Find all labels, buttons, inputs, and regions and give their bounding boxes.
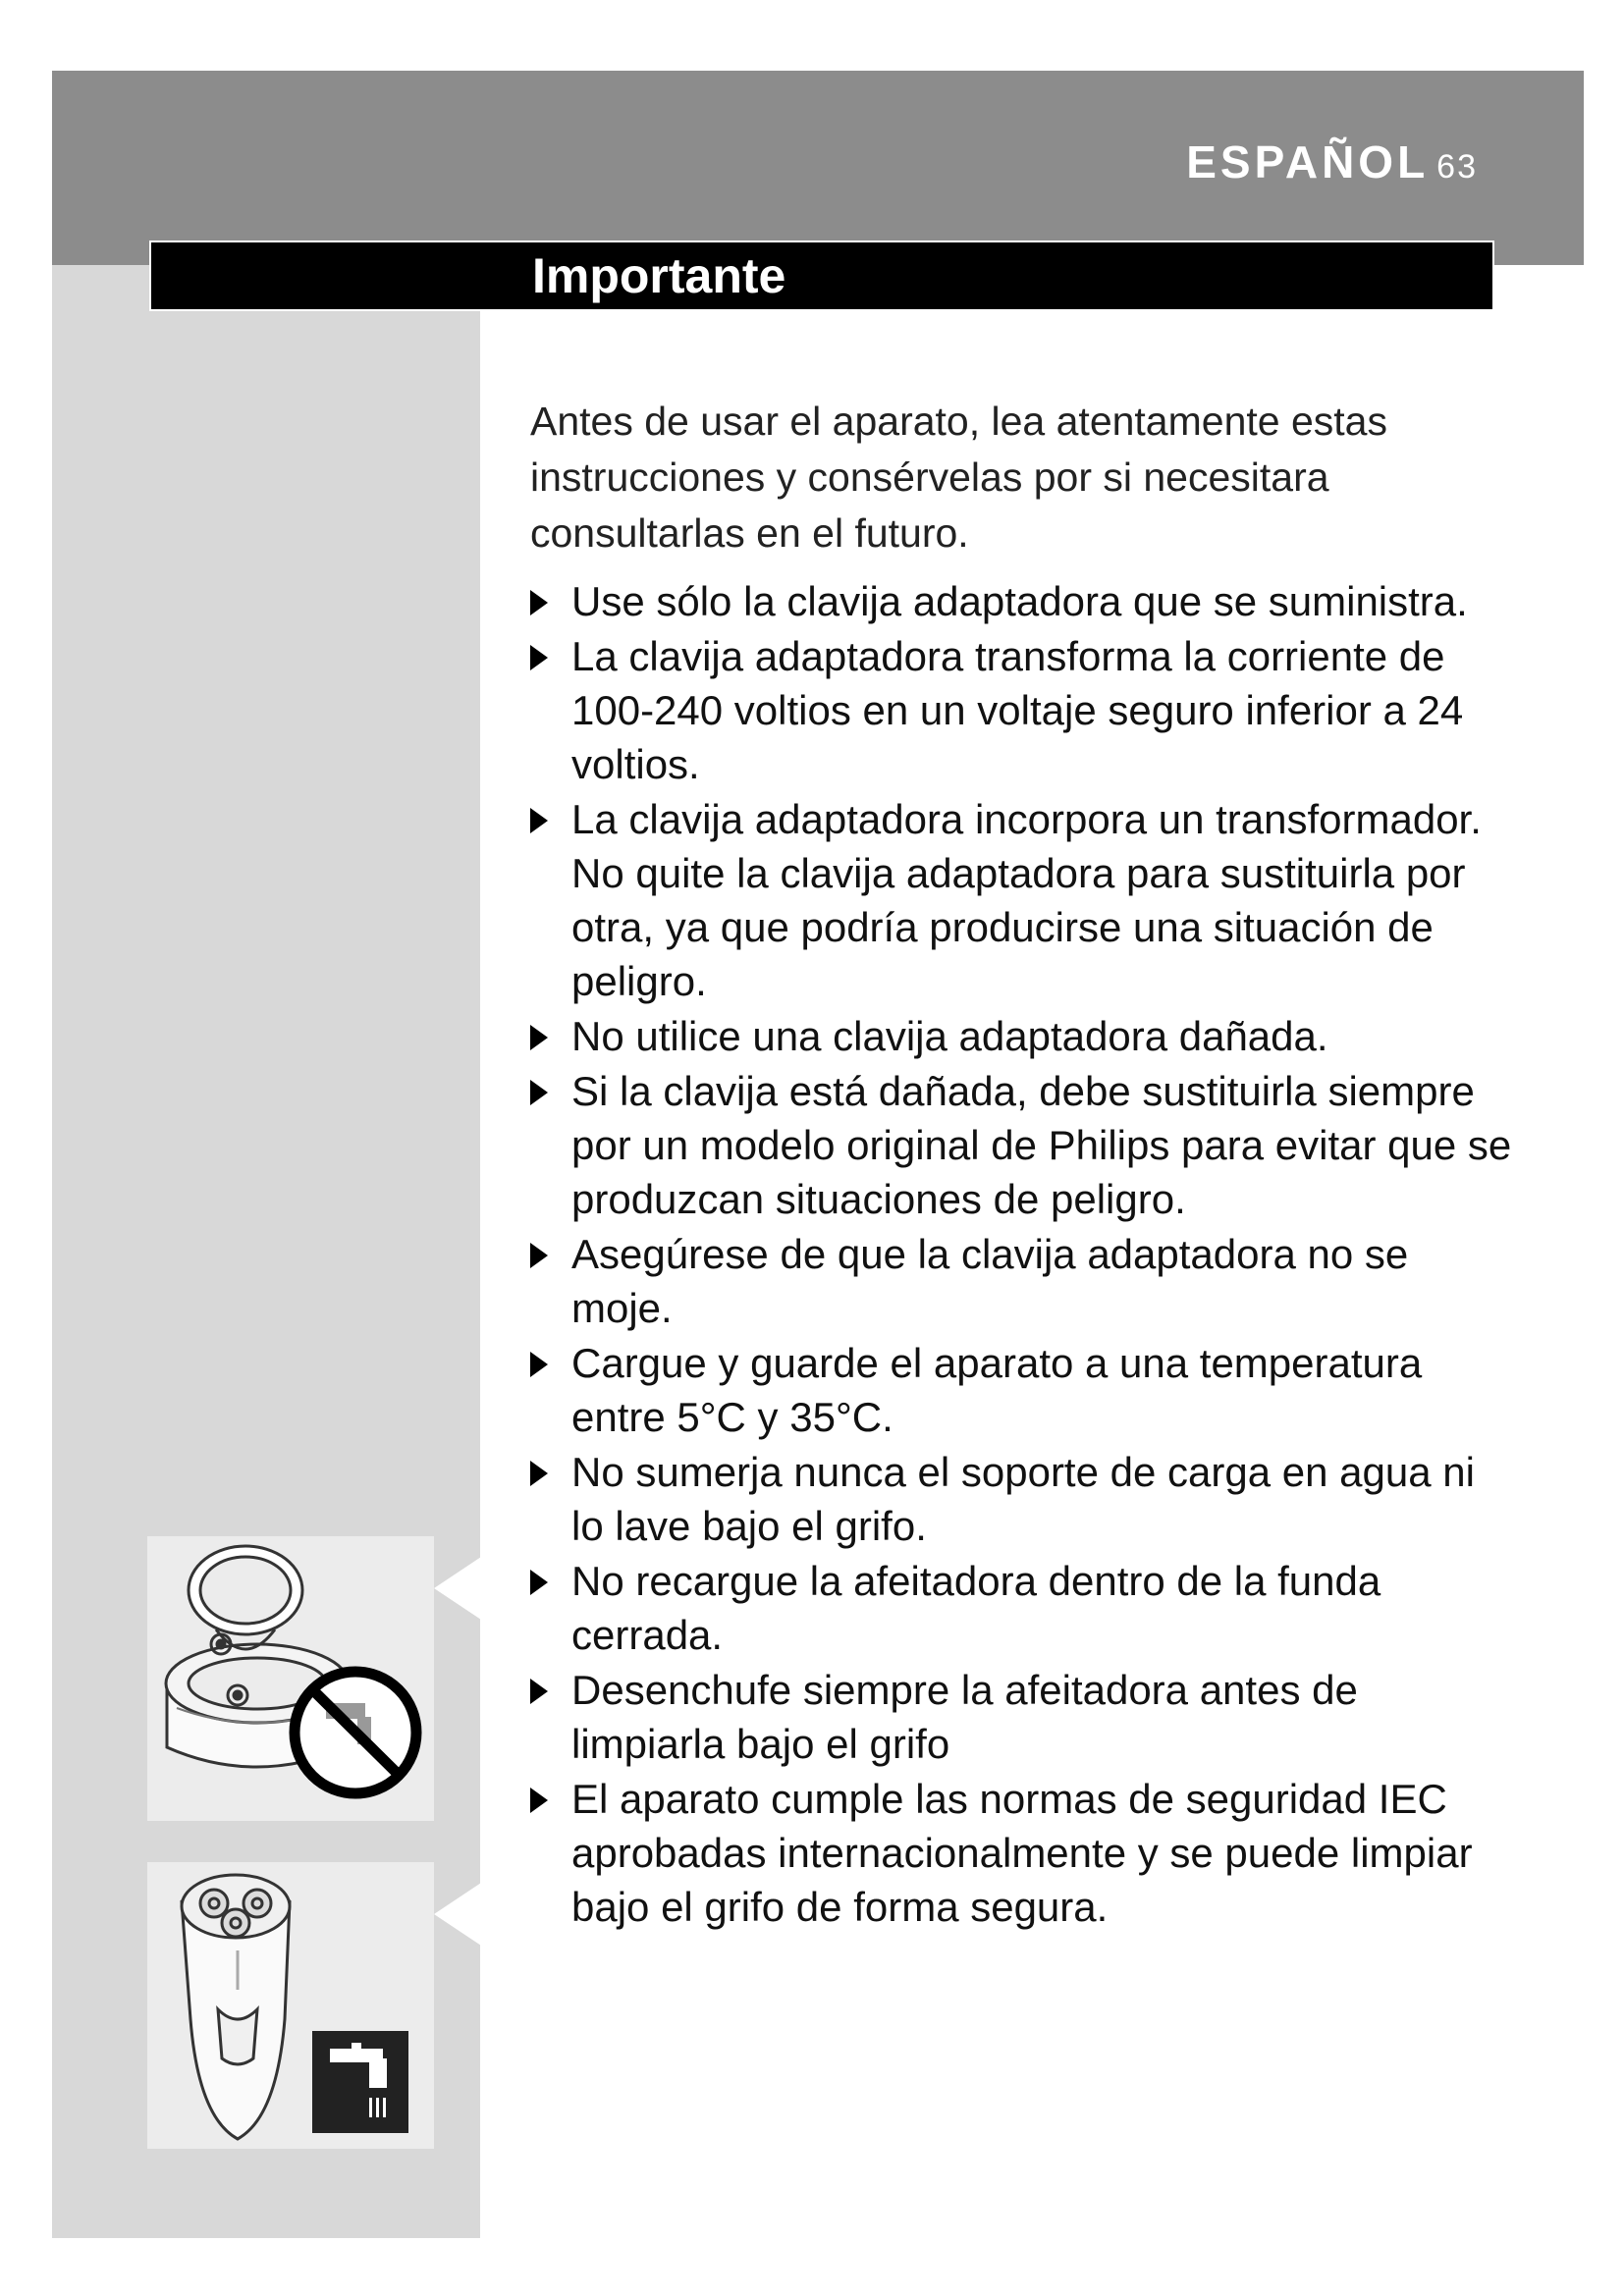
illustration-pointer: [434, 1557, 481, 1620]
bullet-icon: [530, 1080, 548, 1105]
list-item: [530, 1336, 1512, 1444]
shaver-illustration: [147, 1862, 434, 2149]
list-item: [530, 629, 1512, 791]
charging-stand-no-water-icon: [147, 1536, 434, 1821]
safety-list: [530, 574, 1512, 1935]
section-title: Importante: [532, 248, 786, 303]
bullet-icon: [530, 645, 548, 670]
bullet-icon: [530, 808, 548, 833]
list-item: [530, 1227, 1512, 1335]
list-item: [530, 1772, 1512, 1934]
language-header: [1186, 135, 1478, 188]
bullet-icon: [530, 590, 548, 615]
bullet-icon: [530, 1570, 548, 1595]
shaver-washable-icon: [147, 1862, 434, 2149]
bullet-icon: [530, 1243, 548, 1268]
bullet-icon: [530, 1352, 548, 1377]
list-item: [530, 1064, 1512, 1226]
section-title-bar: [149, 240, 1494, 311]
bullet-icon: [530, 1679, 548, 1704]
list-item: [530, 574, 1512, 628]
list-item: [530, 792, 1512, 1008]
page-number: 63: [1436, 148, 1478, 186]
charging-stand-illustration: [147, 1536, 434, 1821]
bullet-icon: [530, 1788, 548, 1813]
list-item-text: Use sólo la clavija adaptadora que se suministra.: [571, 578, 1468, 624]
illustration-pointer: [434, 1883, 481, 1946]
language-label: ESPAÑOL: [1186, 136, 1430, 187]
intro-paragraph: Antes de usar el aparato, lea atentamente estas instrucciones y consérvelas por si necesitara consultarlas en el futuro.: [530, 399, 1387, 556]
list-item-text: No sumerja nunca el soporte de carga en agua ni lo lave bajo el grifo.: [571, 1449, 1475, 1549]
list-item: [530, 1663, 1512, 1771]
list-item: [530, 1009, 1512, 1063]
list-item-text: Cargue y guarde el aparato a una temperatura entre 5°C y 35°C.: [571, 1340, 1423, 1440]
list-item-text: No utilice una clavija adaptadora dañada.: [571, 1013, 1328, 1059]
list-item-text: Si la clavija está dañada, debe sustituirla siempre por un modelo original de Philips para evitar que se produzcan situaciones de peligro.: [571, 1068, 1512, 1222]
list-item-text: No recargue la afeitadora dentro de la funda cerrada.: [571, 1558, 1381, 1658]
list-item: [530, 1445, 1512, 1553]
list-item-text: Asegúrese de que la clavija adaptadora no se moje.: [571, 1231, 1409, 1331]
list-item: [530, 1554, 1512, 1662]
bullet-icon: [530, 1025, 548, 1050]
list-item-text: Desenchufe siempre la afeitadora antes de limpiarla bajo el grifo: [571, 1667, 1358, 1767]
bullet-icon: [530, 1461, 548, 1486]
list-item-text: La clavija adaptadora transforma la corriente de 100-240 voltios en un voltaje seguro inferior a 24 voltios.: [571, 633, 1464, 787]
list-item-text: El aparato cumple las normas de seguridad IEC aprobadas internacionalmente y se puede limpiar bajo el grifo de forma segura.: [571, 1776, 1473, 1930]
list-item-text: La clavija adaptadora incorpora un transformador. No quite la clavija adaptadora para sustituirla por otra, ya que podría producirse una situación de peligro.: [571, 796, 1482, 1004]
